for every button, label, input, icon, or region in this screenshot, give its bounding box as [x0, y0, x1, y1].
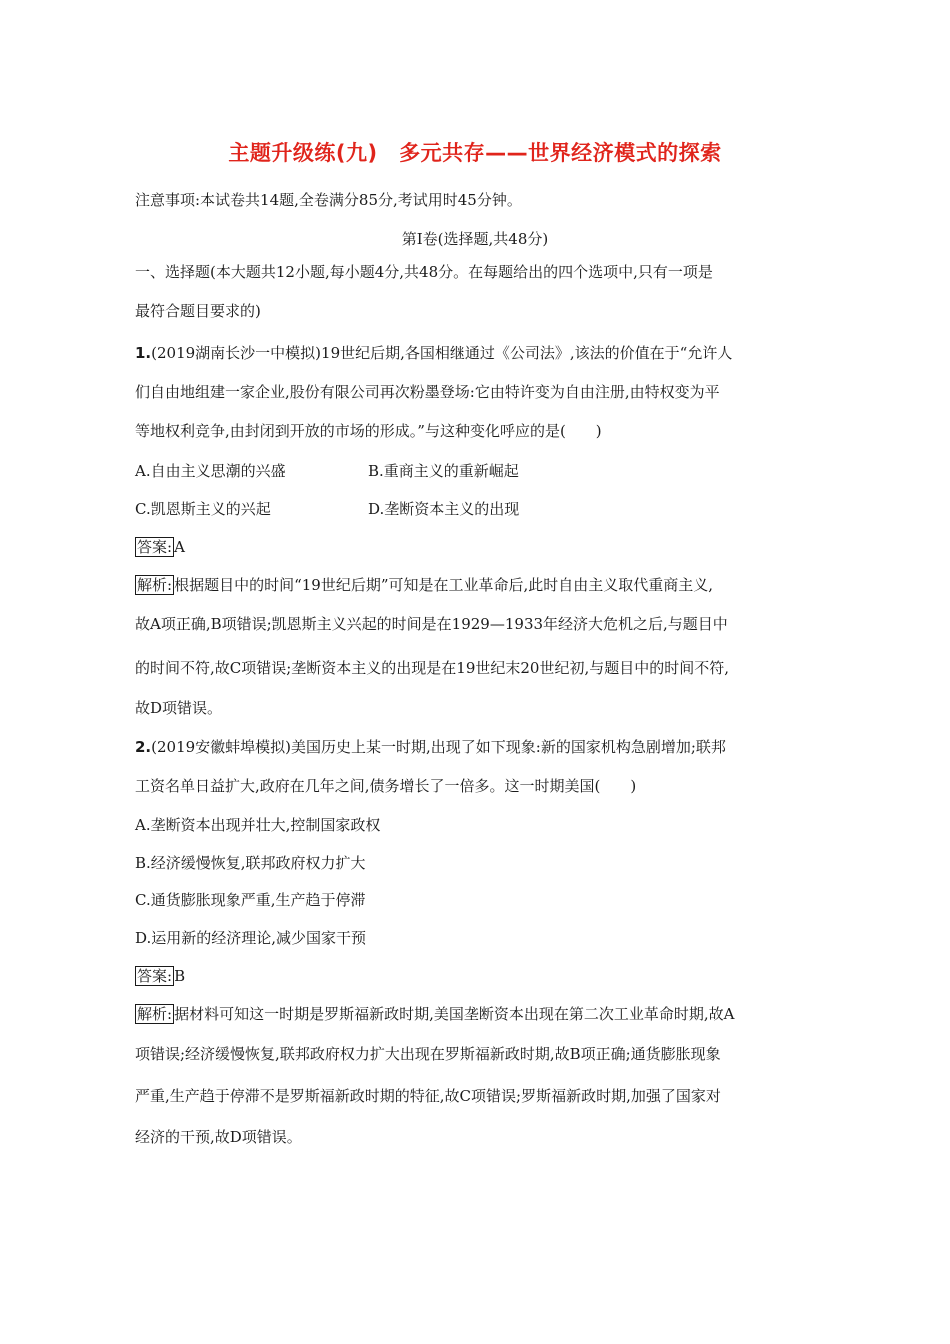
question-2-option-a: A.垄断资本出现并壮大,控制国家政权: [135, 816, 381, 834]
notice-text: 注意事项:本试卷共14题,全卷满分85分,考试用时45分钟。: [135, 191, 522, 209]
question-stem-text: (2019湖南长沙一中模拟)19世纪后期,各国相继通过《公司法》,该法的价值在于“允许人: [151, 344, 733, 362]
analysis-label: 解析:: [137, 1005, 173, 1023]
question-1-analysis-line-1: [135, 574, 713, 596]
question-stem-text: (2019安徽蚌埠模拟)美国历史上某一时期,出现了如下现象:新的国家机构急剧增加;联邦: [151, 738, 726, 756]
question-2-analysis-line-2: 项错误;经济缓慢恢复,联邦政府权力扩大出现在罗斯福新政时期,故B项正确;通货膨胀现象: [135, 1045, 721, 1063]
answer-label: 答案:: [137, 538, 173, 556]
question-2-analysis-line-1: [135, 1003, 734, 1025]
question-2-answer: [135, 965, 185, 987]
question-2-option-b: B.经济缓慢恢复,联邦政府权力扩大: [135, 854, 366, 872]
question-1-stem-line-1: [135, 342, 732, 364]
question-2-stem-line-1: [135, 736, 726, 758]
answer-value: B: [174, 967, 186, 985]
question-1-answer: [135, 536, 185, 558]
question-2-analysis-line-4: 经济的干预,故D项错误。: [135, 1128, 302, 1146]
part-title: 第Ⅰ卷(选择题,共48分): [401, 230, 549, 248]
question-2-option-c: C.通货膨胀现象严重,生产趋于停滞: [135, 891, 366, 909]
question-2-stem-line-2: 工资名单日益扩大,政府在几年之间,债务增长了一倍多。这一时期美国( ): [135, 777, 637, 795]
section-intro-line-2: 最符合题目要求的): [135, 302, 261, 320]
page-title: 主题升级练(九) 多元共存——世界经济模式的探索: [228, 141, 722, 165]
question-1-stem-line-2: 们自由地组建一家企业,股份有限公司再次粉墨登场:它由特许变为自由注册,由特权变为平: [135, 383, 720, 401]
analysis-label: 解析:: [137, 576, 173, 594]
question-1-option-a: A.自由主义思潮的兴盛: [135, 462, 286, 480]
answer-value: A: [174, 538, 185, 556]
section-intro-line-1: 一、选择题(本大题共12小题,每小题4分,共48分。在每题给出的四个选项中,只有一项是: [135, 263, 713, 281]
analysis-text: 根据题目中的时间“19世纪后期”可知是在工业革命后,此时自由主义取代重商主义,: [174, 576, 714, 594]
question-1-option-b: B.重商主义的重新崛起: [368, 462, 519, 480]
question-1-option-c: C.凯恩斯主义的兴起: [135, 500, 271, 518]
analysis-text: 据材料可知这一时期是罗斯福新政时期,美国垄断资本出现在第二次工业革命时期,故A: [174, 1005, 735, 1023]
answer-label: 答案:: [137, 967, 173, 985]
question-1-analysis-line-4: 故D项错误。: [135, 699, 223, 717]
question-1-stem-line-3: 等地权利竞争,由封闭到开放的市场的形成。”与这种变化呼应的是( ): [135, 422, 602, 440]
question-1-analysis-line-2: 故A项正确,B项错误;凯恩斯主义兴起的时间是在1929—1933年经济大危机之后,与题目中: [135, 615, 728, 633]
question-1-analysis-line-3: 的时间不符,故C项错误;垄断资本主义的出现是在19世纪末20世纪初,与题目中的时间不符,: [135, 659, 730, 677]
question-2-analysis-line-3: 严重,生产趋于停滞不是罗斯福新政时期的特征,故C项错误;罗斯福新政时期,加强了国家对: [135, 1087, 721, 1105]
question-number: 2.: [135, 738, 152, 756]
question-number: 1.: [135, 344, 152, 362]
question-1-option-d: D.垄断资本主义的出现: [368, 500, 520, 518]
question-2-option-d: D.运用新的经济理论,减少国家干预: [135, 929, 367, 947]
